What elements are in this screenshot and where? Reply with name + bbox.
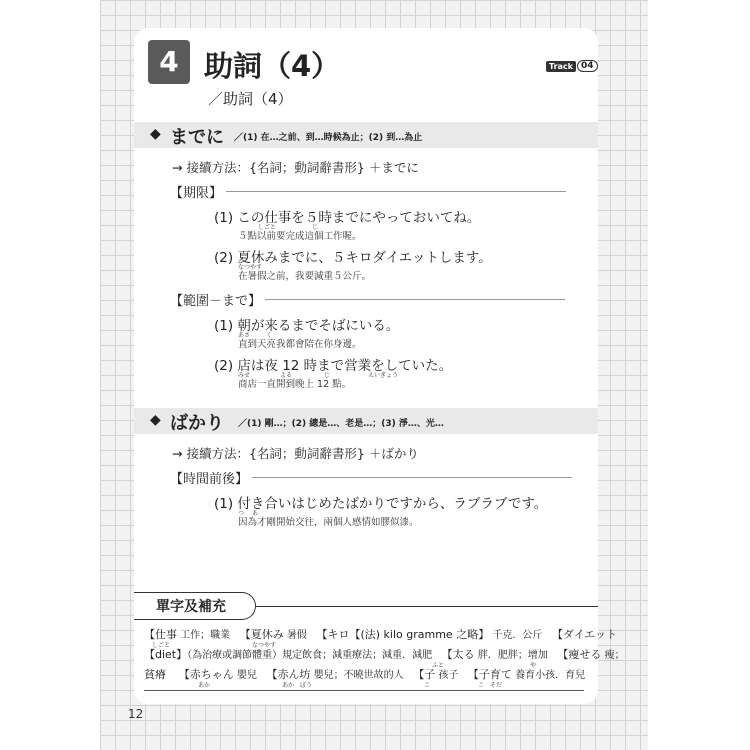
grammar-header-bakari (134, 408, 598, 434)
vocab-word: 【痩せる (557, 648, 602, 661)
vocab-word: 【赤ちゃん (178, 668, 234, 681)
furigana: つ (238, 510, 245, 517)
vocab-row (144, 626, 617, 642)
vocab-word: 貧瘠 (144, 668, 166, 681)
vocab-word: 【diet】 (144, 648, 188, 661)
vocab-word: 【子育て (467, 668, 512, 681)
vocab-def: 暑假 (283, 630, 307, 641)
example-translation: 因為才剛開始交往，兩個人感情如膠似漆。 (238, 517, 419, 528)
example-sentence: (1) この仕事を５時までにやっておいてね。 (214, 210, 481, 226)
vocab-def: 瘦； (601, 650, 625, 661)
vocab-word: 【ダイエット (551, 628, 618, 641)
category-text: 【時間前後】 (170, 472, 249, 487)
example-sentence: (2) 店は夜 12 時まで営業をしていた。 (214, 358, 453, 374)
track-number: 04 (577, 60, 598, 72)
example-sentence: (2) 夏休みまでに、５キロダイエットします。 (214, 250, 492, 266)
vocab-def: （為治療或調節體重）規定飲食；減重療法；減重．減肥 (187, 650, 433, 661)
vocab-word: 【子 (413, 668, 436, 681)
vocab-entry (557, 650, 624, 661)
vocab-def: 嬰兒；不曉世故的人 (310, 670, 404, 681)
vocab-heading: 單字及補充 (134, 592, 256, 620)
furigana: えいぎょう (368, 372, 399, 379)
furigana: なつやす (252, 642, 277, 649)
furigana: みせ (238, 372, 251, 379)
furigana: あさ (238, 332, 251, 339)
furigana: しごと (152, 642, 171, 649)
lesson-title: 助詞（4） (204, 49, 341, 83)
furigana: く (266, 332, 273, 339)
track-label: Track (546, 61, 576, 72)
divider (265, 299, 565, 300)
vocab-word: 【キロ【(法) kilo gramme 之略】 (316, 628, 490, 641)
furigana: あか (198, 682, 211, 689)
furigana: や (530, 662, 537, 669)
connection-rule: → 接續方法：{名詞；動詞辭書形} ＋までに (172, 160, 419, 175)
vocab-word: 【太る (441, 648, 475, 661)
diamond-bullet-icon: ◆ (150, 412, 161, 428)
grammar-word: までに (170, 127, 224, 148)
vocab-def: 養育小孩．育兒 (511, 670, 586, 681)
vocab-word: 【仕事 (144, 628, 177, 641)
vocab-word: 【夏休み (239, 628, 284, 641)
vocab-entry (413, 670, 458, 681)
furigana: なつやす (238, 264, 263, 271)
example-translation: 商店一直開到晚上 12 點。 (238, 379, 352, 390)
furigana: こ そだ (478, 682, 503, 689)
furigana: しごと (258, 224, 277, 231)
category-label (170, 468, 572, 487)
vocab-def: 胖．肥胖；增加 (474, 650, 548, 661)
category-text: 【期限】 (170, 186, 223, 201)
vocab-entry (552, 630, 617, 641)
example-sentence: (1) 付き合いはじめたばかりですから、ラブラブです。 (214, 496, 548, 512)
vocab-word: 【赤ん坊 (266, 668, 311, 681)
lesson-number-badge: 4 (148, 40, 190, 84)
page-number: 12 (128, 707, 144, 721)
vocab-entry (316, 630, 542, 641)
divider (226, 191, 566, 192)
vocab-bottom-divider (144, 690, 584, 691)
divider (252, 477, 572, 478)
example-translation: ５點以前要完成這個工作喔。 (238, 231, 362, 242)
category-label (170, 182, 566, 201)
vocab-entry (144, 650, 432, 661)
category-text: 【範圍－まで】 (170, 294, 262, 309)
furigana: あ (252, 510, 259, 517)
category-label (170, 290, 565, 309)
grammar-meaning: ／(1) 在…之前、到…時候為止；(2) 到…為止 (234, 133, 423, 143)
track-badge[interactable] (546, 58, 598, 74)
vocab-row (144, 666, 585, 682)
furigana: あか ぼう (282, 682, 313, 689)
vocab-def: 孩子 (435, 670, 459, 681)
example-translation: 在暑假之前，我要減重５公斤。 (238, 271, 372, 282)
grammar-word: ばかり (170, 413, 224, 434)
furigana: こ (424, 682, 431, 689)
vocab-def: 千克．公斤 (489, 630, 543, 641)
furigana: じ (324, 372, 331, 379)
grammar-meaning: ／(1) 剛…；(2) 總是…、老是…；(3) 淨…、光… (238, 419, 444, 429)
lesson-subtitle: ／助詞（4） (208, 90, 293, 108)
vocab-row (144, 646, 625, 662)
furigana: よる (280, 372, 293, 379)
diamond-bullet-icon: ◆ (150, 126, 161, 142)
furigana: じ (312, 224, 319, 231)
vocab-entry (179, 670, 257, 681)
connection-rule: → 接續方法：{名詞；動詞辭書形} ＋ばかり (172, 446, 419, 461)
vocab-entry (144, 670, 166, 681)
example-sentence: (1) 朝が来るまでそばにいる。 (214, 318, 400, 334)
vocab-def: 嬰兒 (233, 670, 257, 681)
furigana: ふと (432, 662, 445, 669)
grammar-header-madeni (134, 122, 598, 148)
vocab-def: 工作；職業 (177, 630, 231, 641)
example-translation: 直到天亮我都會陪在你身邊。 (238, 339, 362, 350)
vocab-divider (256, 606, 598, 607)
